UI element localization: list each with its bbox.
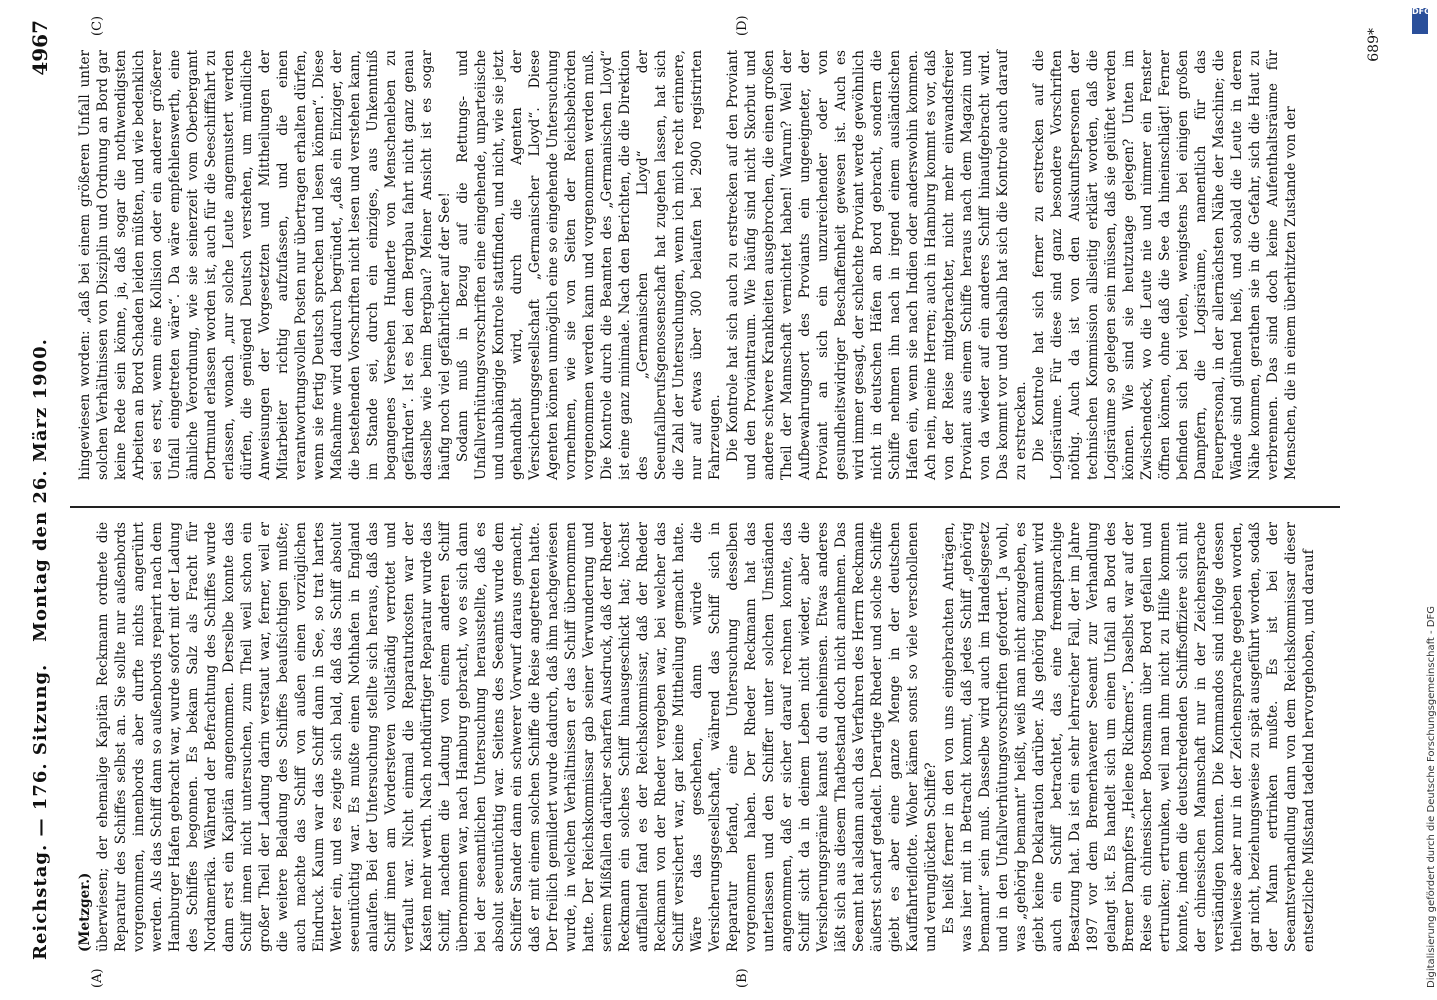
right-column: [76, 50, 1346, 480]
attribution-text: Digitalisierung gefördert durch die Deutsche Forschungsgemeinschaft - DFG: [1426, 605, 1437, 988]
margin-letter-c: (C): [90, 15, 105, 36]
left-paragraph-2: Es heißt ferner in den von uns eingebrachten Anträgen, was hier mit in Betracht kommt, daß jedes Schiff „gehörig bemannt“ sein muß. Dasselbe wird auch im Handelsgesetz und in den Unfallverhütungsvorschriften gefordert. Ja wohl, was „gehörig bemannt“ heißt, weiß man nicht anzugeben, es giebt keine Deklaration darüber. Als gehörig bemannt wird auch ein Schiff betrachtet, das eine fremdsprachige Besatzung hat. Da ist ein sehr lehrreicher Fall, der im Jahre 1897 vor dem Bremerhavener Seeamt zur Verhandlung gelangt ist. Es handelt sich um einen Unfall an Bord des Bremer Dampfers „Helene Rickmers“. Daselbst war auf der Reise ein chinesischer Bootsmann über Bord gefallen und ertrunken; ertrunken, weil man ihm nicht zu Hilfe kommen konnte, indem die deutschredenden Schiffsoffiziere sich mit der chinesischen Mannschaft nur in der Zeichensprache verständigen konnten. Die Kommandos sind infolge dessen theilweise aber nur in der Zeichensprache gegeben worden, gar nicht, beziehungsweise zu spät ausgeführt worden, sodaß der Mann ertrinken mußte. Es ist bei der Seeamtsverhandlung dann von dem Reichskommissar dieser entsetzliche Mißstand tadelnd hervorgehoben, und darauf: [941, 522, 1317, 952]
page-mark: 689*: [1366, 28, 1382, 62]
margin-letter-d: (D): [735, 15, 750, 36]
speaker-name: (Metzger.): [77, 872, 93, 952]
left-column: [76, 522, 1346, 952]
margin-letter-b: (B): [735, 968, 750, 988]
page-header: [20, 20, 60, 960]
margin-letter-a: (A): [90, 968, 105, 988]
right-paragraph-3: Die Kontrole hat sich auch zu erstrecken auf den Proviant und den Proviantraum. Wie häufig sind nicht Skorbut und andere schwere Krankheiten ausgebrochen, die einen großen Theil der Mannschaft vernichtet haben! Warum? Weil der Aufbewahrungsort des Proviants ein ungeeigneter, der Proviant an sich ein unzureichender oder von gesundheitswidriger Beschaffenheit gewesen ist. Auch es wird immer gesagt, der schlechte Proviant werde gewöhnlich nicht in deutschen Häfen an Bord gebracht, sondern die Schiffe nehmen ihn nach in irgend einem ausländischen Hafen ein, wenn sie nach Indien oder anderswohin kommen. Ach nein, meine Herren; auch in Hamburg kommt es vor, daß von der Reise mitgebrachter, nicht mehr einwandsfreier Proviant aus einem Schiffe heraus nach dem Magazin und von da wieder auf ein anderes Schiff hinaufgebracht wird. Das kommt vor und deshalb hat sich die Kontrole auch darauf zu erstrecken.: [725, 50, 1029, 480]
right-paragraph-4: Die Kontrole hat sich ferner zu erstrecken auf die Logisräume. Für diese sind ganz besondere Vorschriften nöthig. Auch da ist von den Auskunftspersonen der technischen Kommission allseitig erklärt worden, daß die Logisräume so gelegen sein müssen, daß sie gelüftet werden können. Wie sind sie heutzutage gelegen? Unten im Zwischendeck, wo die Leute nie und nimmer ein Fenster öffnen können, ohne daß die See da hineinschlägt! Ferner befinden sich bei vielen, wenigstens bei einigen großen Dampfern, die Logisräume, namentlich für das Feuerpersonal, in der allernächsten Nähe der Maschine; die Wände sind glühend heiß, und sobald die Leute in deren Nähe kommen, gerathen sie in die Gefahr, sich die Haut zu verbrennen. Das sind doch keine Aufenthaltsräume für Menschen, die in einem überhitzten Zustande von der: [1031, 50, 1299, 480]
session-title: Reichstag. — 176. Sitzung.: [30, 663, 51, 960]
session-date: Montag den 26. März 1900.: [30, 338, 51, 642]
column-number: 4967: [28, 20, 52, 76]
right-paragraph-1: hingewiesen worden: „daß bei einem größeren Unfall unter solchen Verhältnissen von Disziplin und Ordnung an Bord gar keine Rede sein könne, ja, daß sogar die nothwendigsten Arbeiten an Bord Schaden leiden müßten, und wie bedenklich sei es erst, wenn eine Kollision oder ein anderer größerer Unfall eingetreten wäre“. Da wäre empfehlenswerth, eine ähnliche Verordnung, wie sie seinerzeit vom Oberbergamt Dortmund erlassen worden ist, auch für die Seeschifffahrt zu erlassen, wonach „nur solche Leute angemustert werden dürfen, die genügend Deutsch verstehen, um mündliche Anweisungen der Vorgesetzten und Mittheilungen der Mitarbeiter richtig aufzufassen, und die einen verantwortungsvollen Posten nur übertragen erhalten dürfen, wenn sie fertig Deutsch sprechen und lesen können“. Diese Maßnahme wird dadurch begründet, „daß ein Einziger, der die bestehenden Vorschriften nicht lesen und verstehen kann, im Stande sei, durch ein einziges, aus Unkenntniß begangenes Versehen Hunderte von Menschenleben zu gefährden“. Ist es bei dem Bergbau fahrt nicht ganz genau dasselbe wie beim Bergbau? Meiner Ansicht ist es sogar häufig noch viel gefährlicher auf der See!: [77, 50, 453, 480]
left-paragraph-1: überwiesen; der ehemalige Kapitän Reckmann ordnete die Reparatur des Schiffes selbst an. Sie sollte nur außenbords vorgenommen, innenbords aber durfte nichts angerührt werden. Als das Schiff dann so außenbords reparirt nach dem Hamburger Hafen gebracht war, wurde sofort mit der Ladung des Schiffes begonnen. Es bekam Salz als Fracht für Nordamerika. Während der Befrachtung des Schiffes wurde dann erst ein Kapitän angenommen. Derselbe konnte das Schiff innen nicht untersuchen, zum Theil weil schon ein großer Theil der Ladung darin verstaut war, ferner, weil er die weitere Beladung des Schiffes beaufsichtigen mußte; auch machte das Schiff von außen einen vorzüglichen Eindruck. Kaum war das Schiff dann in See, so trat hartes Wetter ein, und es zeigte sich bald, daß das Schiff absolut seeuntüchtig war. Es mußte einen Nothhafen in England anlaufen. Bei der Untersuchung stellte sich heraus, daß das Schiff innen am Vordersteven vollständig verrottet und verfault war. Nicht einmal die Reparaturkosten war der Kasten mehr werth. Nach nothdürftiger Reparatur wurde das Schiff, nachdem die Ladung von einem anderen Schiff übernommen war, nach Hamburg gebracht, wo es sich dann bei der seeamtlichen Untersuchung herausstellte, daß es absolut seeuntüchtig war. Seitens des Seeamts wurde dem Schiffer Sander dann ein schwerer Vorwurf daraus gemacht, daß er mit einem solchen Schiffe die Reise angetreten hatte. Der freilich gemildert wurde dadurch, daß ihm nachgewiesen wurde, in welchen Verhältnissen er das Schiff übernommen hatte. Der Reichskommissar gab seiner Verwunderung und seinem Mißfallen darüber scharfen Ausdruck, daß der Rheder Reckmann ein solches Schiff hinausgeschickt hat; höchst auffallend fand es der Reichskommissar, daß der Rheder Reckmann von der Rheder vergeben war, bei welcher das Schiff versichert war, gar keine Mittheilung gemacht hatte. Wäre das geschehen, dann würde die Versicherungsgesellschaft, während das Schiff sich in Reparatur befand, eine Untersuchung desselben vorgenommen haben. Der Rheder Reckmann hat das unterlassen und den Schiffer unter solchen Umständen angenommen, daß er sicher darauf rechnen konnte, das Schiff sicht da in deinem Leben nicht wieder, aber die Versicherungsprämie kannst du einheimsen. Etwas anderes läßt sich aus diesem Thatbestand doch nicht annehmen. Das Seeamt hat alsdann auch das Verfahren des Herrn Reckmann äußerst scharf getadelt. Derartige Rheder und solche Schiffe giebt es aber eine ganze Menge in der deutschen Kauffahrteiflotte. Woher kämen sonst so viele verschollenen und verunglückten Schiffe?: [95, 522, 939, 952]
dfg-logo: DFG: [1412, 8, 1428, 34]
column-divider: [70, 506, 1340, 508]
attribution-strip: [1412, 7, 1437, 988]
right-paragraph-2: Sodann muß in Bezug auf die Rettungs- und Unfallverhütungsvorschriften eine eingehende, unparteiische und unabhängige Kontrole stattfinden, und nicht, wie sie jetzt gehandhabt wird, durch die Agenten der Versicherungsgesellschaft „Germanischer Lloyd“. Diese Agenten können unmöglich eine so eingehende Untersuchung vornehmen, wie sie von Seiten der Reichsbehörden vorgenommen werden kann und vorgenommen werden muß. Die Kontrole durch die Beamten des „Germanischen Lloyd“ ist eine ganz minimale. Nach den Berichten, die die Direktion des „Germanischen Lloyd“ der Seeunfallberufsgenossenschaft hat zugehen lassen, hat sich die Zahl der Untersuchungen, wenn ich mich recht erinnere, nur auf etwas über 300 belaufen bei 2900 registrirten Fahrzeugen.: [455, 50, 723, 480]
